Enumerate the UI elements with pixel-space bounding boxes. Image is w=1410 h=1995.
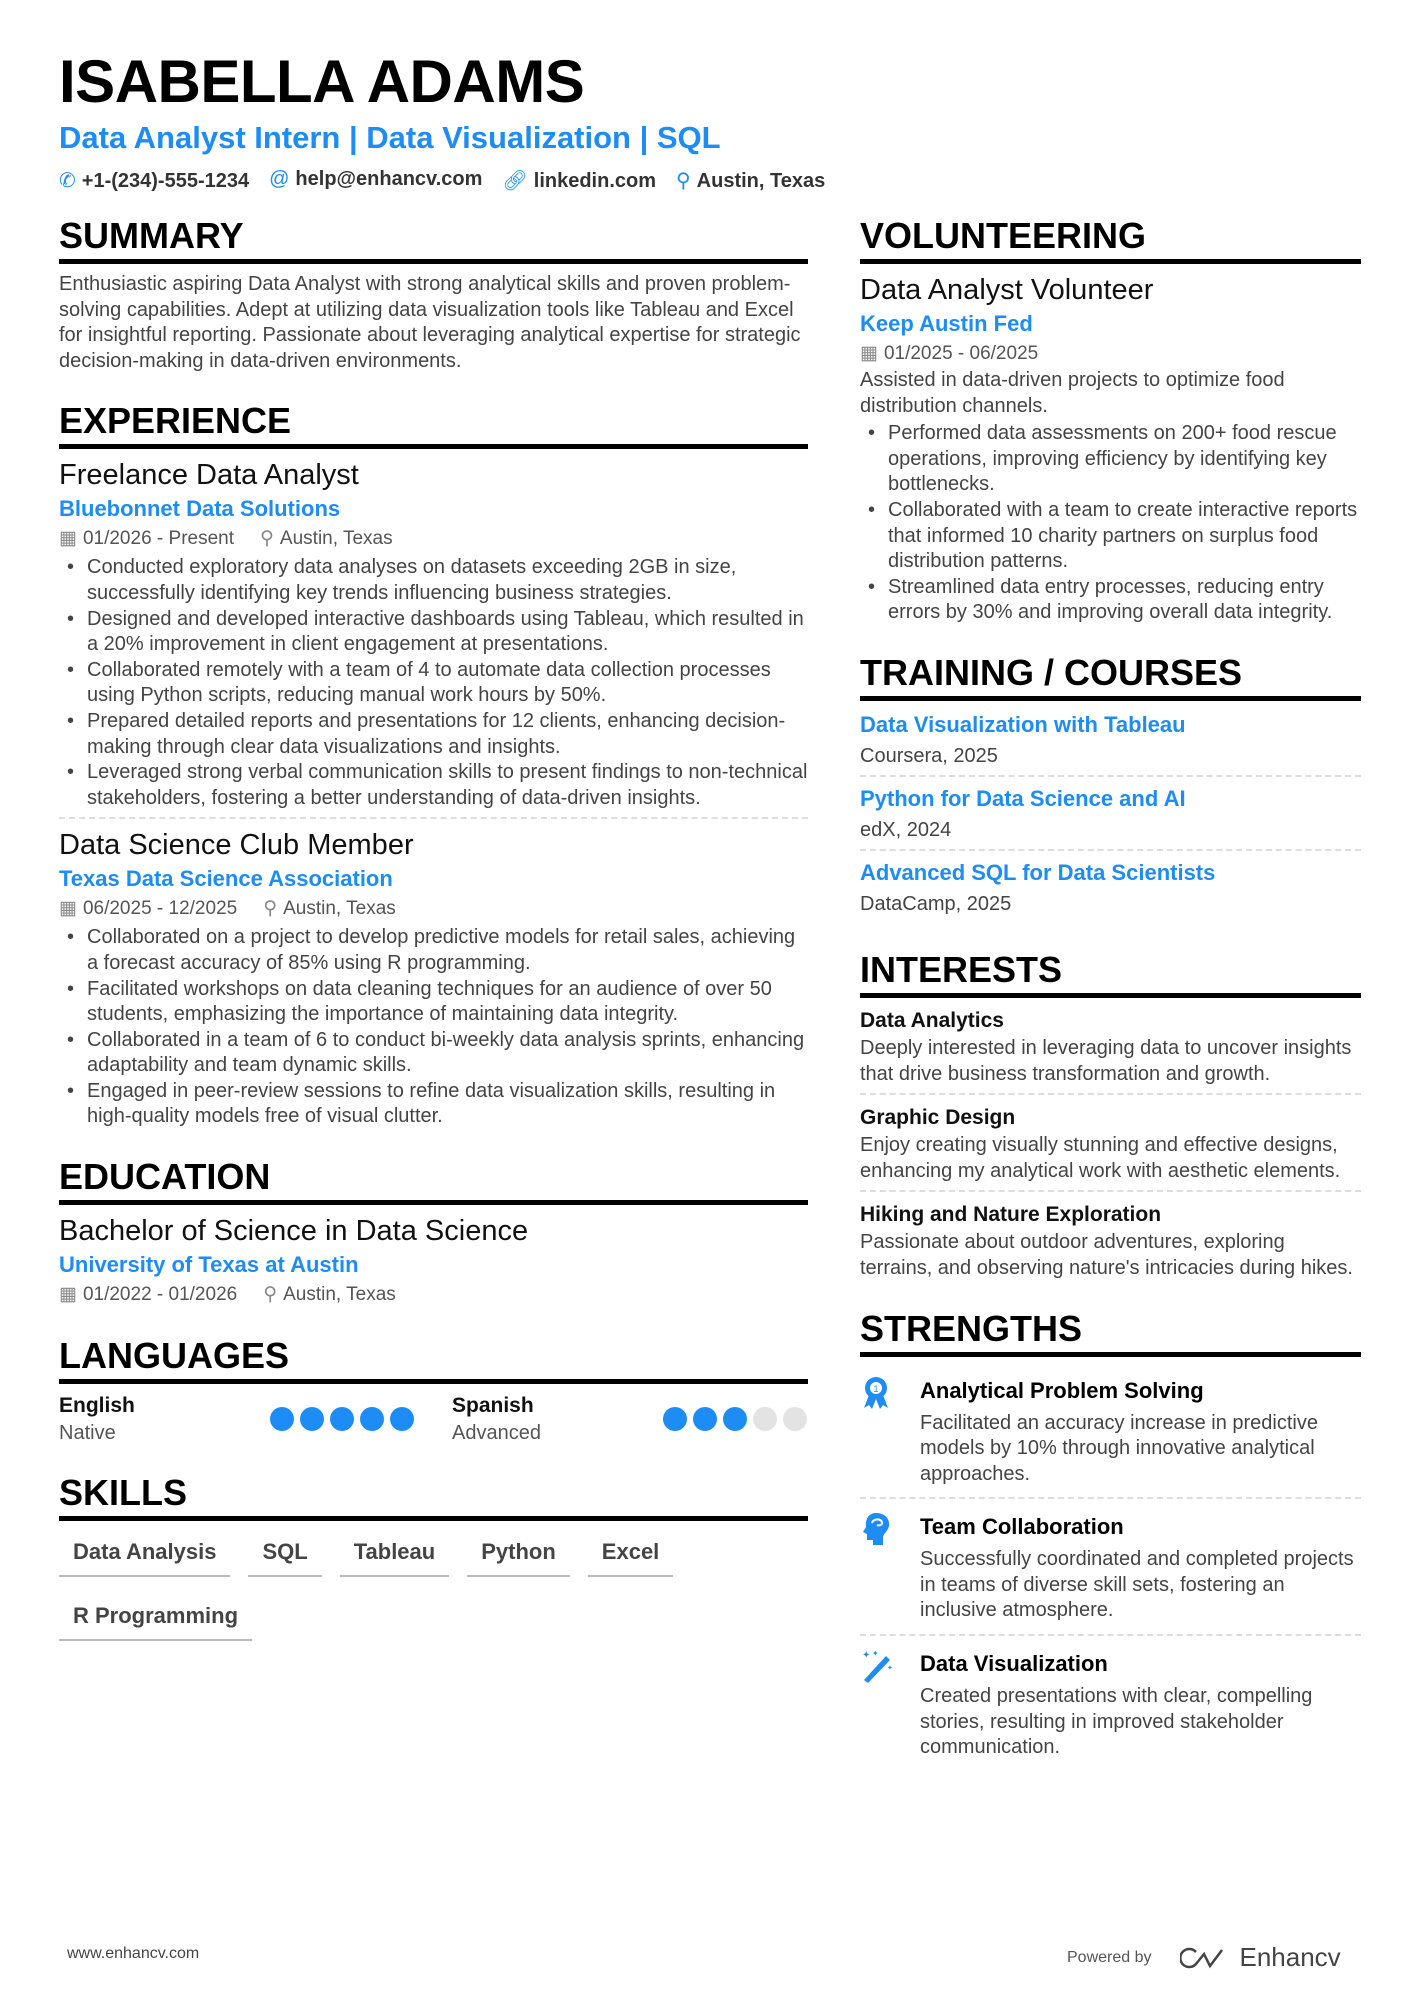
experience-entry [59,457,808,811]
interest-name: Hiking and Nature Exploration [860,1203,1162,1227]
school-name: University of Texas at Austin [59,1252,359,1278]
bullet: • Leveraged strong verbal communication skills to present findings to non-technical stakeholders, fostering a better understanding of data-driven insights. [59,760,808,811]
languages-section [59,1335,808,1446]
proficiency-dot [783,1407,807,1431]
edu-dates [59,1281,237,1309]
brand-text: Enhancv [1239,1942,1341,1972]
candidate-title: Data Analyst Intern | Data Visualization | SQL [59,120,721,155]
interest-desc: Enjoy creating visually stunning and effective designs, enhancing my analytical work with aesthetic elements. [860,1134,1341,1182]
language-name: Spanish [452,1394,534,1418]
contact-info [59,168,825,193]
company-name: Texas Data Science Association [59,866,393,892]
divider [860,1497,1361,1499]
skill-tag: SQL [248,1529,321,1577]
bullet: • Collaborated with a team to create interactive reports that informed 10 charity partners on surplus food distribution patterns. [860,498,1361,575]
volunteer-dates [860,340,1038,368]
volunteer-org: Keep Austin Fed [860,311,1033,336]
strength-item [860,1501,1361,1632]
strengths-section [860,1308,1361,1769]
experience-section [59,400,808,1130]
dates-text: 01/2026 - Present [82,528,234,550]
bullet: • Conducted exploratory data analyses on datasets exceeding 2GB in size, successfully identifying key trends influencing business strategies. [59,555,808,606]
job-location [260,525,393,553]
job-location [263,895,396,923]
skill-tag: Python [467,1529,570,1577]
calendar-icon: ▦ [59,528,77,550]
job-dates [59,525,234,553]
course-meta: edX, 2024 [860,815,1361,851]
course-name: Advanced SQL for Data Scientists [860,859,1216,885]
bullet: • Engaged in peer-review sessions to refine data visualization skills, resulting in high-quality models free of visual clutter. [59,1079,808,1130]
volunteer-title: Data Analyst Volunteer [860,274,1154,306]
candidate-name: ISABELLA ADAMS [59,48,585,115]
strength-name: Team Collaboration [920,1514,1124,1540]
language-level: Advanced [452,1422,541,1445]
section-heading: INTERESTS [860,949,1361,998]
section-heading: STRENGTHS [860,1308,1361,1357]
interest-desc: Passionate about outdoor adventures, exploring terrains, and observing nature's intricacies during hikes. [860,1231,1353,1279]
training-section [860,652,1361,923]
course-meta: Coursera, 2025 [860,741,1361,777]
edu-location [263,1281,396,1309]
section-heading: LANGUAGES [59,1335,808,1384]
svg-text:1: 1 [873,1383,879,1394]
proficiency-dot [300,1407,324,1431]
section-heading: VOLUNTEERING [860,215,1361,264]
interest-name: Data Analytics [860,1008,1004,1032]
magic-wand-icon [860,1648,892,1761]
course-name: Python for Data Science and AI [860,785,1186,811]
degree: Bachelor of Science in Data Science [59,1215,529,1248]
at-icon: @ [269,168,290,190]
language-item [452,1392,807,1446]
divider [59,817,808,819]
skill-tag: R Programming [59,1593,252,1641]
job-title: Freelance Data Analyst [59,459,359,492]
dates-text: 06/2025 - 12/2025 [82,898,238,920]
experience-entry [59,827,808,1130]
skill-tag: Excel [588,1529,674,1577]
language-item [59,1392,414,1446]
strength-name: Data Visualization [920,1651,1108,1677]
course-name: Data Visualization with Tableau [860,711,1186,737]
strength-desc: Created presentations with clear, compelling stories, resulting in improved stakeholder communication. [920,1685,1313,1759]
volunteering-section [860,215,1361,626]
calendar-icon: ▦ [59,898,77,920]
interest-name: Graphic Design [860,1106,1016,1130]
job-dates [59,895,237,923]
interests-section [860,949,1361,1282]
proficiency-dot [390,1407,414,1431]
proficiency-dot [360,1407,384,1431]
skill-tag: Data Analysis [59,1529,230,1577]
strength-item [860,1638,1361,1769]
svg-text:✦: ✦ [862,1650,871,1662]
strength-desc: Successfully coordinated and completed projects in teams of diverse skill sets, fostering an inclusive atmosphere. [920,1548,1354,1622]
resume-header [59,48,825,193]
location-pin-icon: ⚲ [260,528,274,550]
summary-section [59,215,808,374]
location-text: Austin, Texas [283,898,396,920]
strength-desc: Facilitated an accuracy increase in predictive models by 10% through innovative analytical approaches. [920,1411,1318,1485]
skills-section [59,1472,808,1657]
proficiency-dot [753,1407,777,1431]
bullet: • Designed and developed interactive dashboards using Tableau, which resulted in a 20% improvement in client engagement at presentations. [59,607,808,658]
proficiency-dots [663,1407,807,1431]
footer-site[interactable]: www.enhancv.com [67,1945,200,1962]
interest-desc: Deeply interested in leveraging data to uncover insights that drive business transformation and growth. [860,1036,1352,1085]
right-column [860,215,1361,1769]
bullet: • Performed data assessments on 200+ food rescue operations, improving efficiency by identifying key bottlenecks. [860,421,1361,498]
head-icon [860,1511,892,1624]
contact-email[interactable] [269,168,482,193]
strength-name: Analytical Problem Solving [920,1377,1204,1403]
contact-link[interactable] [502,168,656,193]
education-section [59,1156,808,1309]
award-ribbon-icon [860,1375,892,1488]
divider [860,1190,1361,1192]
volunteer-desc: Assisted in data-driven projects to optimize food distribution channels. [860,369,1285,417]
calendar-icon: ▦ [860,343,878,364]
bullet: • Collaborated remotely with a team of 4 to automate data collection processes using Python scripts, reducing manual work hours by 50%. [59,658,808,709]
summary-text: Enthusiastic aspiring Data Analyst with strong analytical skills and proven problem-solving capabilities. Adept at utilizing data visualization tools like Tableau and Excel for insightful reporting. Passionate about leveraging analytical expertise for strategic decision-making in data-driven environments. [59,273,801,372]
location-pin-icon: ⚲ [676,170,691,192]
language-name: English [59,1394,135,1418]
bullet: • Prepared detailed reports and presentations for 12 clients, enhancing decision-making through clear data visualizations and insights. [59,709,808,760]
skill-tag: Tableau [340,1529,450,1577]
svg-text:✦: ✦ [872,1649,879,1659]
location-text: Austin, Texas [279,528,393,550]
contact-phone [59,168,249,193]
proficiency-dot [723,1407,747,1431]
location-text: Austin, Texas [696,170,826,192]
proficiency-dot [693,1407,717,1431]
course-meta: DataCamp, 2025 [860,892,1012,915]
location-pin-icon: ⚲ [263,1284,278,1306]
proficiency-dot [330,1407,354,1431]
email-text[interactable]: help@enhancv.com [295,168,483,190]
bullet: • Collaborated in a team of 6 to conduct bi-weekly data analysis sprints, enhancing adaptability and team dynamic skills. [59,1028,808,1079]
bullet: • Facilitated workshops on data cleaning techniques for an audience of over 50 students, emphasizing the importance of maintaining data integrity. [59,977,808,1028]
bullet: • Collaborated on a project to develop predictive models for retail sales, achieving a forecast accuracy of 85% using R programming. [59,925,808,976]
language-level: Native [59,1422,116,1445]
link-text[interactable]: linkedin.com [533,170,657,192]
location-pin-icon: ⚲ [263,898,278,920]
section-heading: SKILLS [59,1472,808,1521]
contact-location [676,168,825,193]
section-heading: SUMMARY [59,215,808,264]
company-name: Bluebonnet Data Solutions [59,496,341,522]
dates-text: 01/2022 - 01/2026 [82,1284,238,1306]
section-heading: EXPERIENCE [59,400,808,449]
location-text: Austin, Texas [283,1284,396,1306]
svg-text:✦: ✦ [887,1665,893,1673]
proficiency-dot [663,1407,687,1431]
enhancv-logo [1180,1942,1341,1973]
proficiency-dot [270,1407,294,1431]
strength-item [860,1365,1361,1496]
calendar-icon: ▦ [59,1284,77,1306]
phone-icon: ✆ [59,170,76,192]
section-heading: EDUCATION [59,1156,808,1205]
powered-by-text: Powered by [1067,1948,1152,1966]
bullet: • Streamlined data entry processes, reducing entry errors by 30% and improving overall data integrity. [860,575,1361,626]
divider [860,1634,1361,1636]
powered-by [1067,1942,1341,1973]
job-title: Data Science Club Member [59,829,414,862]
proficiency-dots [270,1407,414,1431]
phone-text: +1-(234)-555-1234 [81,170,250,192]
section-heading: TRAINING / COURSES [860,652,1361,701]
divider [860,1093,1361,1095]
dates-text: 01/2025 - 06/2025 [883,343,1039,364]
link-icon: 🔗︎ [502,170,528,192]
left-column [59,215,808,1657]
